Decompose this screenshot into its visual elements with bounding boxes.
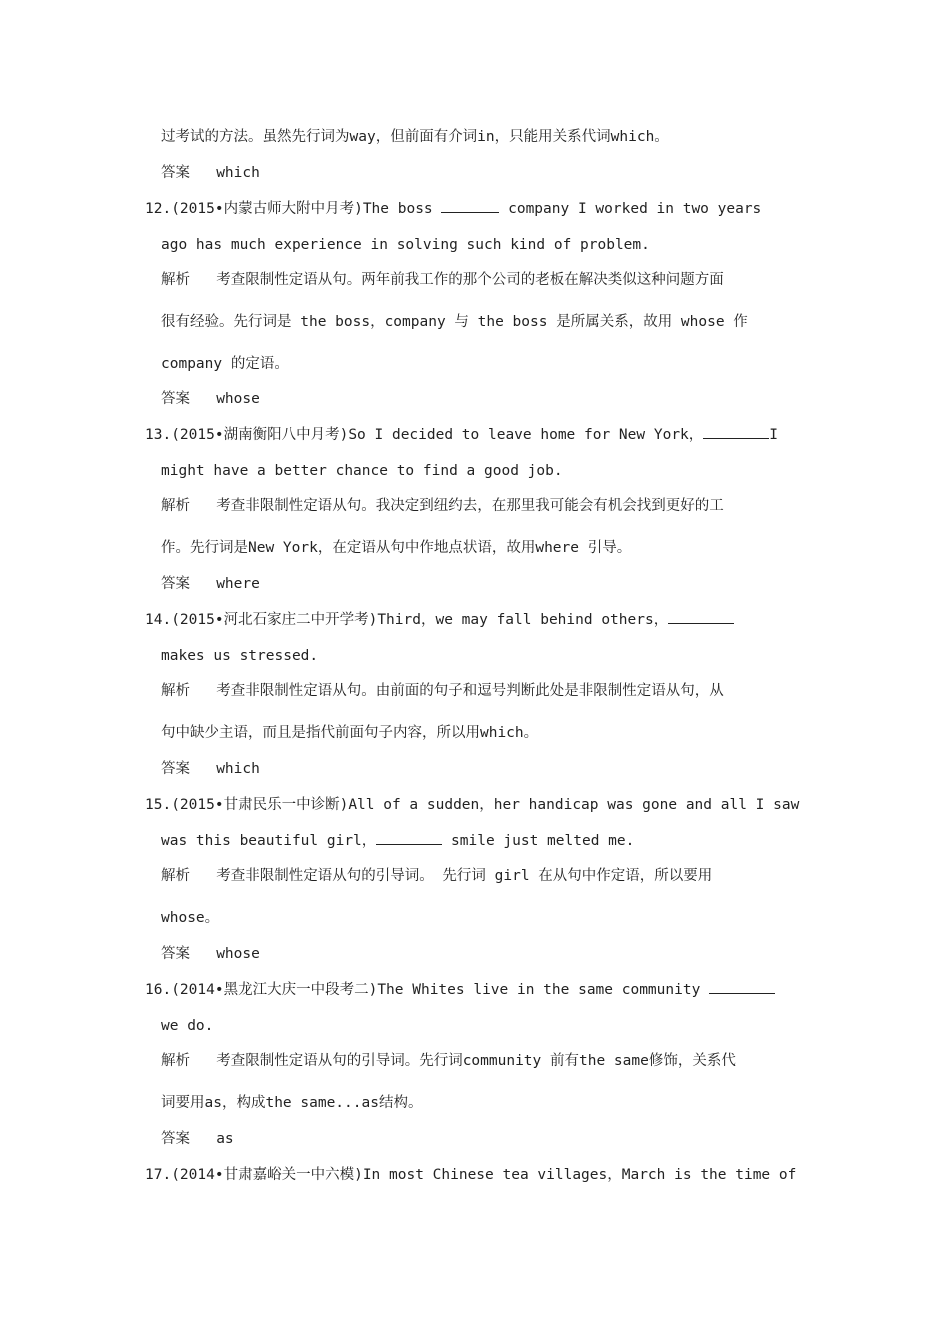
question-12-analysis-cont: 很有经验。先行词是 the boss，company 与 the boss 是所属关系，故用 whose 作	[161, 314, 748, 330]
question-source: (2014•甘肃嘉峪关一中六模)	[171, 1167, 363, 1183]
question-15-analysis: 解析 考查非限制性定语从句的引导词。 先行词 girl 在从句中作定语，所以要用	[161, 868, 713, 884]
question-14-stem-cont: makes us stressed.	[161, 648, 319, 664]
question-number: 12.	[145, 201, 172, 217]
question-16-analysis-cont: 词要用as，构成the same...as结构。	[161, 1095, 423, 1111]
question-16-answer	[161, 1129, 234, 1149]
question-source: (2015•内蒙古师大附中月考)	[171, 201, 363, 217]
analysis-label: 解析	[161, 1053, 190, 1069]
question-14-analysis: 解析 考查非限制性定语从句。由前面的句子和逗号判断此处是非限制性定语从句，从	[161, 683, 724, 699]
question-14-stem: 14.(2015•河北石家庄二中开学考)Third，we may fall behind others，	[145, 610, 734, 630]
question-number: 13.	[145, 427, 172, 443]
question-14-analysis-cont: 句中缺少主语，而且是指代前面句子内容，所以用which。	[161, 725, 539, 741]
question-17-stem: 17.(2014•甘肃嘉峪关一中六模)In most Chinese tea villages，March is the time of	[145, 1167, 797, 1183]
question-15-analysis-cont: whose。	[161, 910, 220, 926]
answer-line	[161, 163, 260, 183]
question-12-stem: 12.(2015•内蒙古师大附中月考)The boss company I worked in two years	[145, 201, 762, 217]
answer-label: 答案	[161, 165, 190, 181]
question-source: (2015•河北石家庄二中开学考)	[171, 612, 378, 628]
question-number: 14.	[145, 612, 172, 628]
question-14-answer	[161, 759, 260, 779]
question-16-analysis: 解析 考查限制性定语从句的引导词。先行词community 前有the same修饰，关系代	[161, 1053, 736, 1069]
question-source: (2014•黑龙江大庆一中段考二)	[171, 982, 378, 998]
analysis-label: 解析	[161, 683, 190, 699]
answer-blank	[441, 211, 499, 213]
answer-label: 答案	[161, 576, 190, 592]
analysis-label: 解析	[161, 868, 190, 884]
question-16-stem: 16.(2014•黑龙江大庆一中段考二)The Whites live in the same community	[145, 980, 775, 1000]
question-12-analysis: 解析 考查限制性定语从句。两年前我工作的那个公司的老板在解决类似这种问题方面	[161, 272, 724, 288]
answer-value: whose	[216, 946, 260, 962]
answer-blank	[709, 992, 775, 994]
question-number: 16.	[145, 982, 172, 998]
question-13-analysis-cont: 作。先行词是New York，在定语从句中作地点状语，故用where 引导。	[161, 540, 632, 556]
answer-value: which	[216, 761, 260, 777]
question-13-answer	[161, 574, 260, 594]
analysis-label: 解析	[161, 498, 190, 514]
answer-value: where	[216, 576, 260, 592]
question-16-stem-cont: we do.	[161, 1018, 214, 1034]
question-13-analysis: 解析 考查非限制性定语从句。我决定到纽约去，在那里我可能会有机会找到更好的工	[161, 498, 724, 514]
analysis-label: 解析	[161, 272, 190, 288]
question-12-stem-cont: ago has much experience in solving such kind of problem.	[161, 237, 650, 253]
answer-value: which	[216, 165, 260, 181]
answer-label: 答案	[161, 946, 190, 962]
question-15-answer	[161, 944, 260, 964]
question-12-analysis-cont: company 的定语。	[161, 356, 289, 372]
question-15-stem: 15.(2015•甘肃民乐一中诊断)All of a sudden，her handicap was gone and all I saw	[145, 797, 800, 813]
answer-label: 答案	[161, 391, 190, 407]
question-source: (2015•湖南衡阳八中月考)	[171, 427, 349, 443]
question-number: 15.	[145, 797, 172, 813]
question-15-stem-cont: was this beautiful girl， smile just melted me.	[161, 833, 635, 849]
question-source: (2015•甘肃民乐一中诊断)	[171, 797, 349, 813]
answer-blank	[668, 622, 734, 624]
question-number: 17.	[145, 1167, 172, 1183]
answer-value: as	[216, 1131, 234, 1147]
answer-blank	[703, 437, 769, 439]
question-12-answer	[161, 389, 260, 409]
answer-label: 答案	[161, 761, 190, 777]
analysis-continuation: 过考试的方法。虽然先行词为way，但前面有介词in，只能用关系代词which。	[161, 129, 669, 145]
question-13-stem: 13.(2015•湖南衡阳八中月考)So I decided to leave home for New York， I	[145, 427, 779, 443]
question-13-stem-cont: might have a better chance to find a good job.	[161, 463, 563, 479]
answer-label: 答案	[161, 1131, 190, 1147]
answer-blank	[376, 843, 442, 845]
answer-value: whose	[216, 391, 260, 407]
